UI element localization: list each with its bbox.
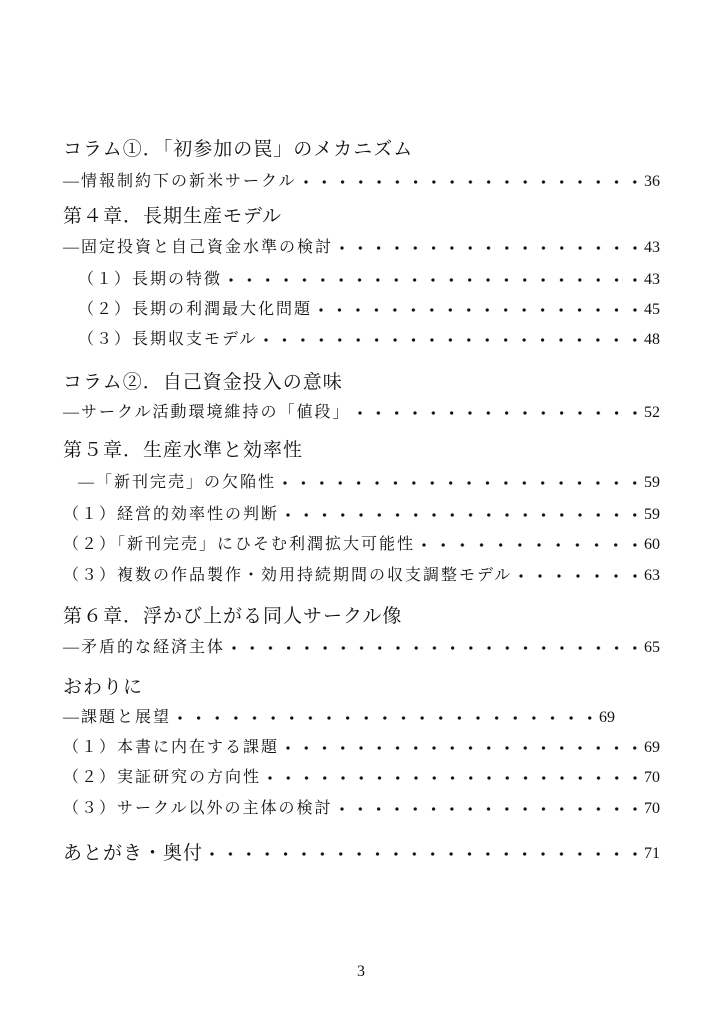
- dot-leader: [203, 841, 644, 867]
- toc-entry-page-number: 60: [644, 536, 660, 553]
- dot-leader: [276, 472, 644, 494]
- column-2-heading: コラム②．自己資金投入の意味: [63, 372, 343, 393]
- toc-entry: [63, 402, 660, 424]
- toc-entry-page-number: 59: [644, 474, 660, 491]
- toc-entry: [63, 767, 660, 789]
- toc-entry-label: ―情報制約下の新米サークル: [63, 173, 297, 190]
- toc-entry: [63, 171, 660, 193]
- toc-entry-label: ―サークル活動環境維持の「値段」: [63, 404, 351, 421]
- toc-entry-page-number: 36: [644, 173, 660, 190]
- column-1-heading: コラム①．「初参加の罠」のメカニズム: [63, 139, 414, 160]
- toc-entry-page-number: 48: [644, 331, 660, 348]
- toc-entry-label: ―「新刊完売」の欠陥性: [78, 474, 277, 491]
- toc-entry: [63, 737, 660, 759]
- dot-leader: [257, 329, 644, 351]
- afterword-entry: [63, 841, 660, 867]
- toc-entry-label: （１）経営的効率性の判断: [63, 506, 280, 523]
- toc-entry-page-number: 70: [644, 800, 660, 817]
- toc-entry-page-number: 52: [644, 404, 660, 421]
- toc-entry-label: ―固定投資と自己資金水準の検討: [63, 239, 334, 256]
- toc-entry-page-number: 69: [644, 739, 660, 756]
- toc-entry-label: ―課題と展望: [63, 709, 172, 726]
- toc-entry-page-number: 69: [599, 709, 615, 726]
- toc-entry: [78, 472, 660, 494]
- toc-entry-page-number: 43: [644, 239, 660, 256]
- toc-entry-label: （１）長期の特徴: [78, 271, 223, 288]
- dot-leader: [279, 504, 644, 526]
- toc-entry-page-number: 65: [644, 639, 660, 656]
- dot-leader: [297, 171, 644, 193]
- page-number: 3: [357, 963, 365, 980]
- toc-entry: [78, 299, 660, 321]
- toc-entry: [63, 798, 660, 820]
- toc-entry-label: （２）長期の利潤最大化問題: [78, 301, 313, 318]
- chapter-5-heading: 第５章．生産水準と効率性: [63, 440, 304, 461]
- toc-entry: [63, 707, 615, 729]
- toc-entry: [63, 237, 660, 259]
- toc-entry-label: （３）長期収支モデル: [78, 331, 258, 348]
- toc-entry: [63, 565, 660, 587]
- toc-entry-page-number: 71: [644, 845, 660, 862]
- toc-entry: [63, 637, 660, 659]
- dot-leader: [171, 707, 599, 729]
- toc-entry: [78, 329, 660, 351]
- toc-entry-label: （２）「新刊完売」にひそむ利潤拡大可能性: [63, 536, 416, 553]
- dot-leader: [333, 237, 644, 259]
- chapter-6-heading: 第６章．浮かび上がる同人サークル像: [63, 606, 403, 627]
- afterword-heading: あとがき・奥付: [63, 843, 204, 864]
- toc-entry-label: （１）本書に内在する課題: [63, 739, 280, 756]
- dot-leader: [312, 299, 644, 321]
- toc-entry-page-number: 43: [644, 271, 660, 288]
- conclusion-heading: おわりに: [63, 677, 144, 698]
- toc-entry-page-number: 59: [644, 506, 660, 523]
- dot-leader: [415, 534, 644, 556]
- dot-leader: [512, 565, 644, 587]
- toc-entry-label: （３）複数の作品製作・効用持続期間の収支調整モデル: [63, 567, 513, 584]
- toc-entry-page-number: 70: [644, 769, 660, 786]
- chapter-4-heading: 第４章．長期生産モデル: [63, 206, 283, 227]
- dot-leader: [279, 737, 644, 759]
- toc-entry: [63, 504, 660, 526]
- dot-leader: [222, 269, 644, 291]
- dot-leader: [225, 637, 644, 659]
- toc-entry-page-number: 63: [644, 567, 660, 584]
- toc-entry-label: （３）サークル以外の主体の検討: [63, 800, 333, 817]
- toc-entry: [78, 269, 660, 291]
- toc-entry-page-number: 45: [644, 301, 660, 318]
- dot-leader: [351, 402, 644, 424]
- toc-entry: [63, 534, 660, 556]
- dot-leader: [261, 767, 644, 789]
- toc-entry-label: （２）実証研究の方向性: [63, 769, 262, 786]
- toc-entry-label: ―矛盾的な経済主体: [63, 639, 226, 656]
- dot-leader: [333, 798, 644, 820]
